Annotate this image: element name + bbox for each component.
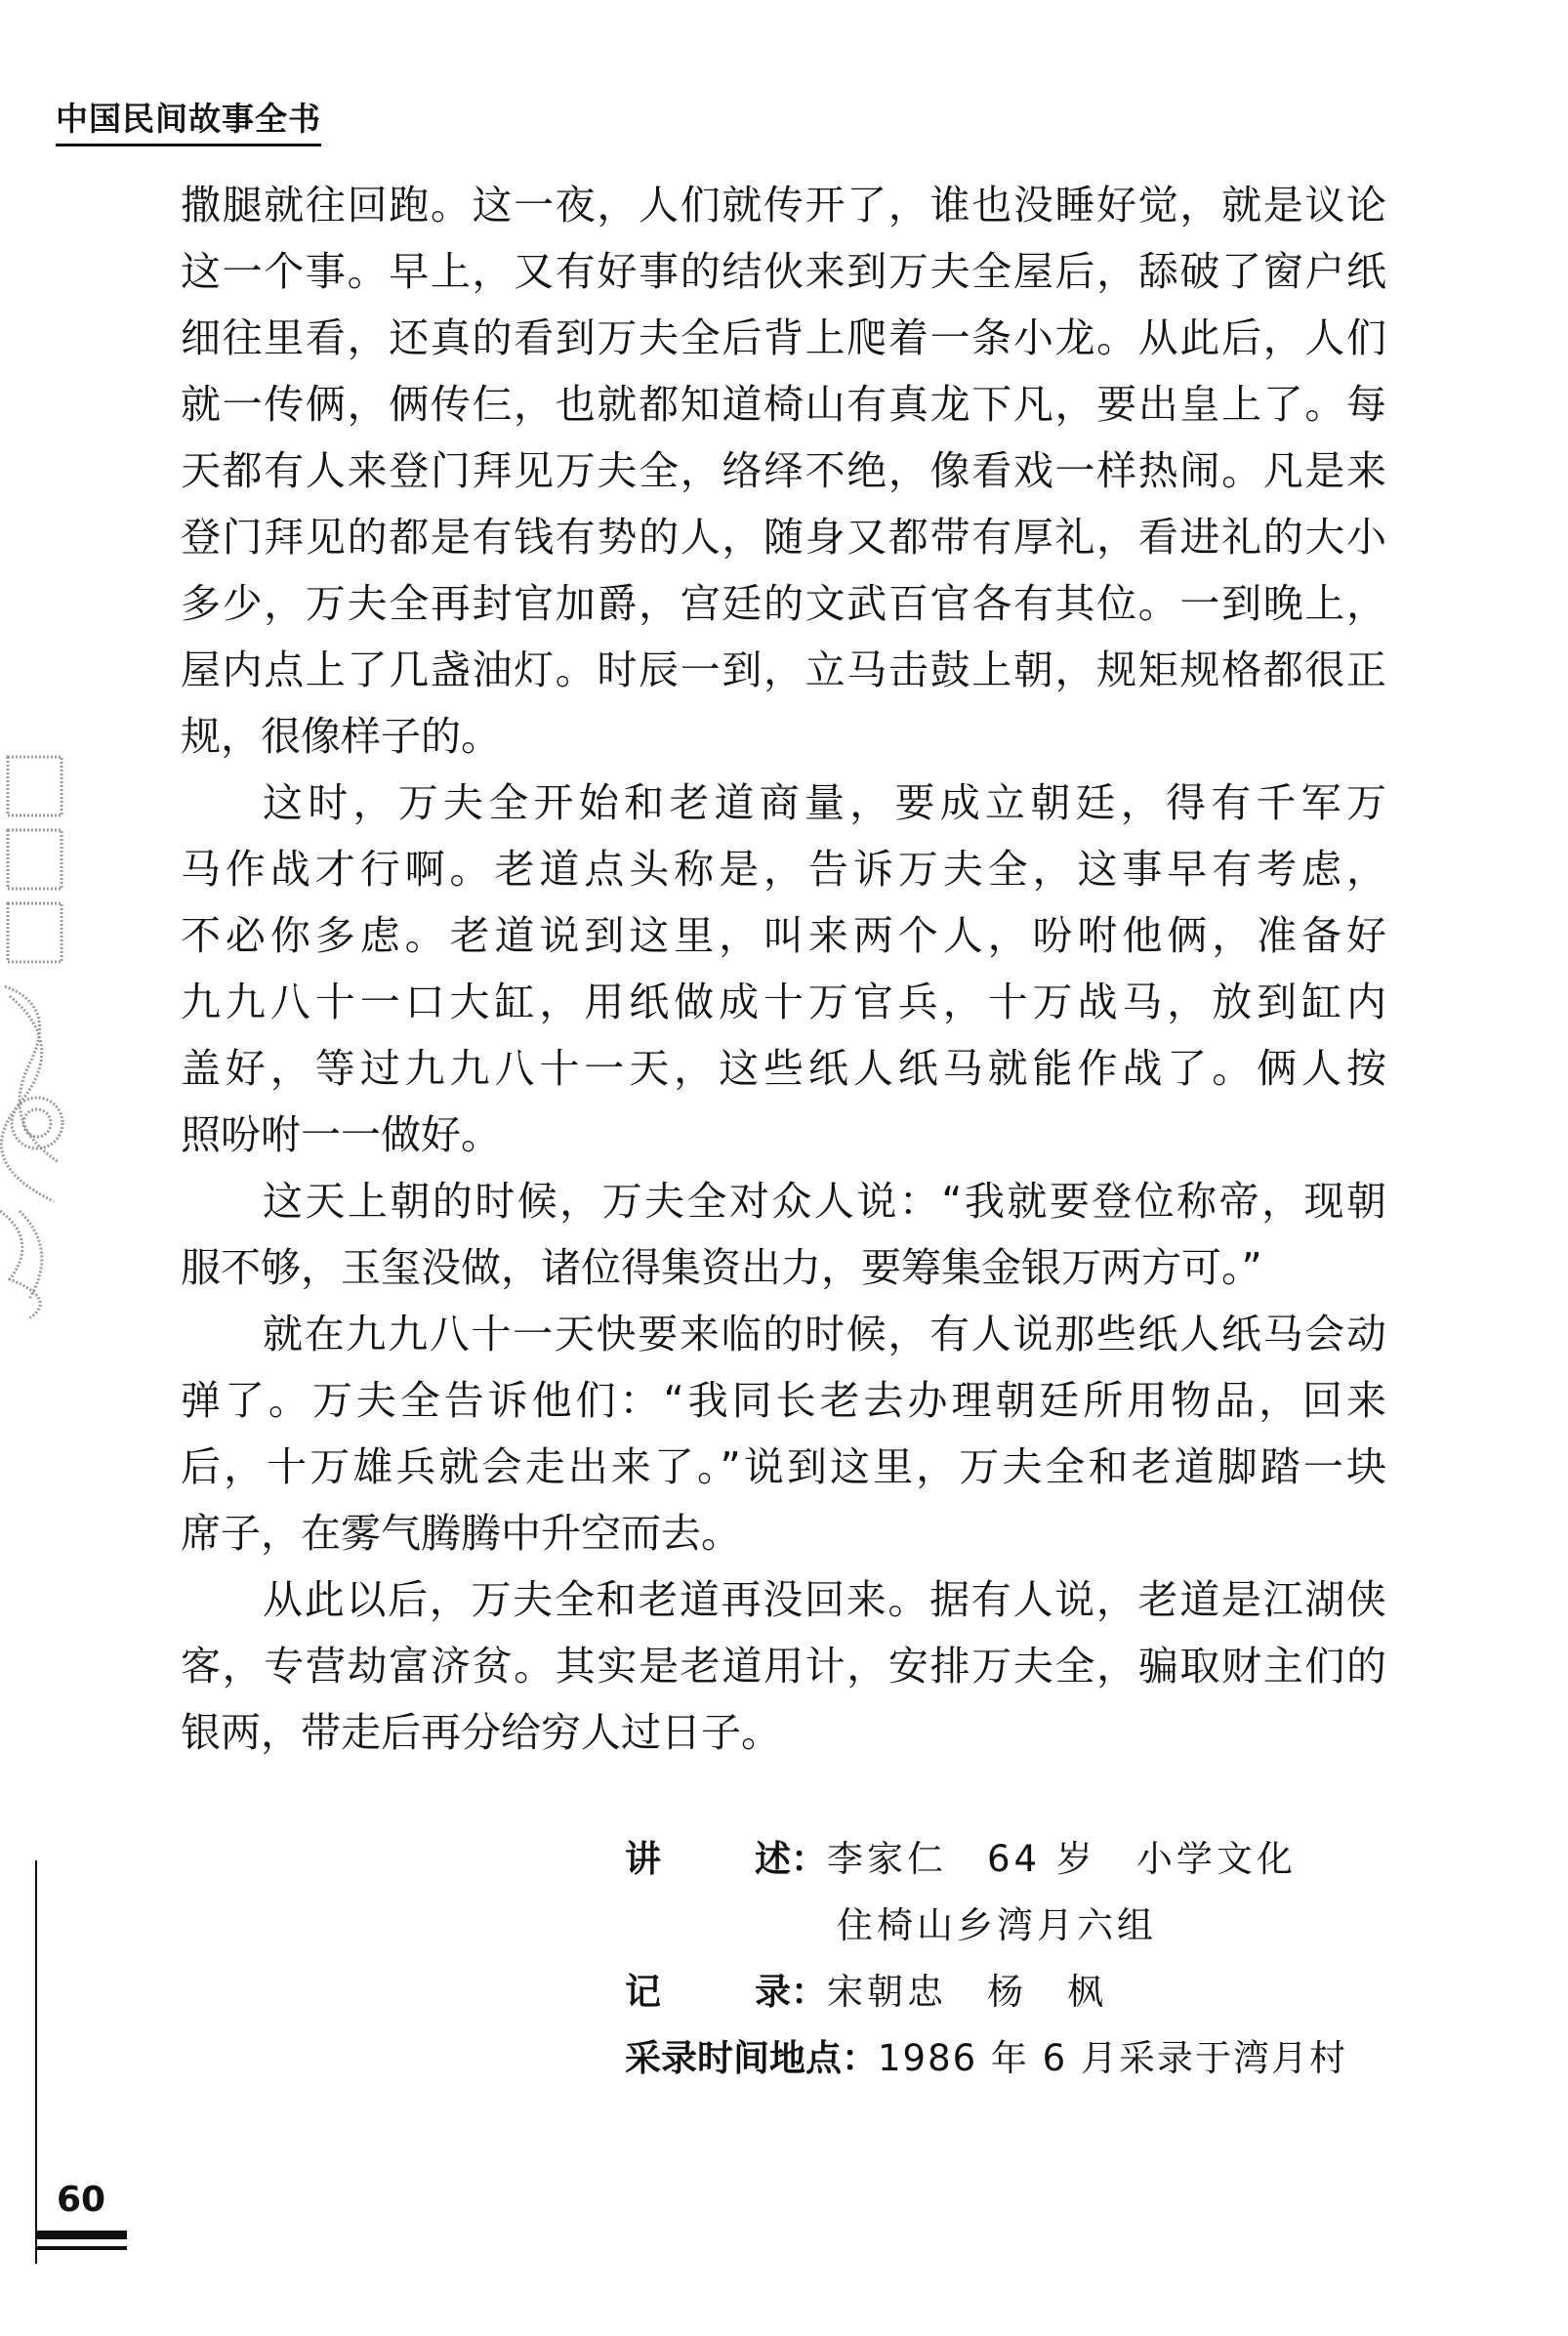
text-line: 就一传俩，俩传仨，也就都知道椅山有真龙下凡，要出皇上了。每 — [181, 381, 1386, 428]
narrator-value: 李家仁 64 岁 小学文化 — [827, 1838, 1297, 1880]
text-line: 屋内点上了几盏油灯。时辰一到，立马击鼓上朝，规矩规格都很正 — [181, 647, 1386, 693]
text-line: 九九八十一口大缸，用纸做成十万官兵，十万战马，放到缸内 — [181, 979, 1386, 1025]
text-line: 银两，带走后再分给穷人过日子。 — [181, 1709, 781, 1756]
text-line: 后，十万雄兵就会走出来了。”说到这里，万夫全和老道脚踏一块 — [181, 1443, 1386, 1490]
colon: ： — [842, 2037, 878, 2079]
text-line: 登门拜见的都是有钱有势的人，随身又都带有厚礼，看进礼的大小 — [181, 514, 1386, 561]
narrator-label-char: 述 — [755, 1838, 791, 1880]
recorder-label-char: 记 — [625, 1971, 661, 2013]
text-line: 从此以后，万夫全和老道再没回来。据有人说，老道是江湖侠 — [263, 1576, 1386, 1623]
recorder-value: 宋朝忠 杨 枫 — [827, 1971, 1107, 2013]
story-body — [181, 172, 1386, 1766]
text-line: 多少，万夫全再封官加爵，宫廷的文武百官各有其位。一到晚上， — [181, 580, 1386, 627]
text-line: 这时，万夫全开始和老道商量，要成立朝廷，得有千军万 — [263, 779, 1386, 826]
text-line: 客，专营劫富济贫。其实是老道用计，安排万夫全，骗取财主们的 — [181, 1643, 1386, 1689]
recorder-row — [625, 1959, 1347, 2025]
text-line: 席子，在雾气腾腾中升空而去。 — [181, 1510, 741, 1557]
colon: ： — [791, 1971, 827, 2013]
narrator-label-char: 讲 — [625, 1838, 661, 1880]
text-line: 服不够，玉玺没做，诸位得集资出力，要筹集金银万两方可。” — [181, 1244, 1262, 1291]
text-line: 不必你多虑。老道说到这里，叫来两个人，吩咐他俩，准备好 — [181, 912, 1386, 959]
text-line: 这天上朝的时候，万夫全对众人说：“我就要登位称帝，现朝 — [263, 1178, 1386, 1225]
recorder-label-char: 录 — [755, 1971, 791, 2013]
running-head: 中国民间故事全书 — [56, 94, 321, 146]
text-line: 这一个事。早上，又有好事的结伙来到万夫全屋后，舔破了窗户纸 — [181, 248, 1386, 295]
text-line: 撒腿就往回跑。这一夜，人们就传开了，谁也没睡好觉，就是议论 — [181, 182, 1386, 229]
text-line: 就在九九八十一天快要来临的时候，有人说那些纸人纸马会动 — [263, 1311, 1386, 1357]
narrator-row — [625, 1826, 1347, 1893]
page-number: 60 — [57, 2180, 106, 2220]
footer-bar — [35, 2231, 127, 2239]
text-line: 天都有人来登门拜见万夫全，络绎不绝，像看戏一样热闹。凡是来 — [181, 447, 1386, 494]
credits-block — [625, 1826, 1347, 2092]
footer-bar-thin — [35, 2246, 127, 2250]
narrator-label — [625, 1826, 791, 1893]
margin-rule — [35, 1860, 37, 2264]
text-line: 照吩咐一一做好。 — [181, 1111, 501, 1158]
recorder-label — [625, 1959, 791, 2025]
time-place-value: 1986 年 6 月采录于湾月村 — [878, 2037, 1347, 2079]
text-line: 弹了。万夫全告诉他们：“我同长老去办理朝廷所用物品，回来 — [181, 1377, 1386, 1424]
text-line: 马作战才行啊。老道点头称是，告诉万夫全，这事早有考虑， — [181, 846, 1386, 893]
time-place-label: 采录时间地点 — [625, 2037, 842, 2079]
text-line: 盖好，等过九九八十一天，这些纸人纸马就能作战了。俩人按 — [181, 1045, 1386, 1092]
decorative-margin-pattern — [0, 752, 70, 1318]
colon: ： — [791, 1838, 827, 1880]
text-line: 规，很像样子的。 — [181, 713, 501, 760]
address-row — [625, 1893, 1347, 1959]
text-line: 细往里看，还真的看到万夫全后背上爬着一条小龙。从此后，人们 — [181, 314, 1386, 361]
time-place-row — [625, 2025, 1347, 2092]
address-value: 住椅山乡湾月六组 — [837, 1904, 1157, 1946]
